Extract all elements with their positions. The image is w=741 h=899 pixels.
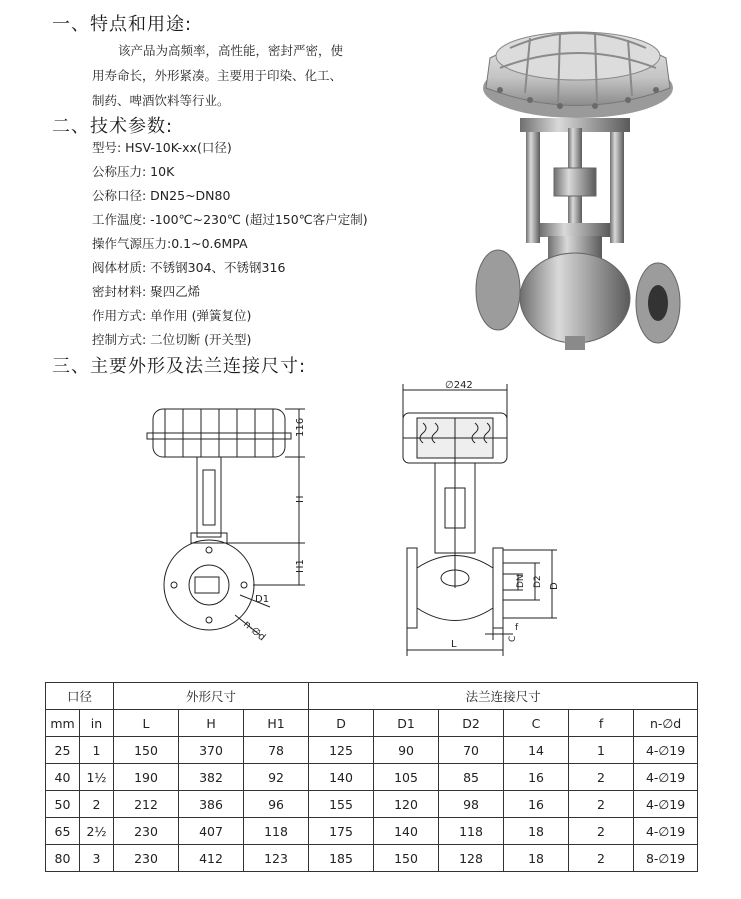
table-cell: 412 <box>179 845 244 872</box>
table-header-row <box>46 710 698 737</box>
table-cell: 40 <box>46 764 80 791</box>
table-cell: 175 <box>309 818 374 845</box>
table-cell: 65 <box>46 818 80 845</box>
table-cell: 98 <box>439 791 504 818</box>
dim-116-label: 116 <box>295 417 306 437</box>
column-header: n-∅d <box>634 710 698 737</box>
table-cell: 96 <box>244 791 309 818</box>
group-header-bore: 口径 <box>46 683 114 710</box>
dim-nd-label: n-∅d <box>241 618 268 644</box>
section-view-drawing <box>395 378 565 663</box>
table-cell: 185 <box>309 845 374 872</box>
param-action: 作用方式: 单作用 (弹簧复位) <box>92 308 252 323</box>
table-cell: 18 <box>504 845 569 872</box>
table-cell: 212 <box>114 791 179 818</box>
table-cell: 1 <box>80 737 114 764</box>
table-cell: 50 <box>46 791 80 818</box>
table-cell: 18 <box>504 818 569 845</box>
table-cell: 4-∅19 <box>634 737 698 764</box>
features-line: 制药、啤酒饮料等行业。 <box>92 93 230 108</box>
table-cell: 155 <box>309 791 374 818</box>
table-cell: 14 <box>504 737 569 764</box>
table-cell: 80 <box>46 845 80 872</box>
table-cell: 85 <box>439 764 504 791</box>
dim-d-label: D <box>549 582 560 590</box>
dim-242-label: ∅242 <box>445 380 473 391</box>
table-cell: 128 <box>439 845 504 872</box>
column-header: f <box>569 710 634 737</box>
table-cell: 370 <box>179 737 244 764</box>
param-temperature: 工作温度: -100℃~230℃ (超过150℃客户定制) <box>92 212 368 227</box>
table-cell: 140 <box>309 764 374 791</box>
table-cell: 4-∅19 <box>634 818 698 845</box>
table-cell: 92 <box>244 764 309 791</box>
column-header: H <box>179 710 244 737</box>
table-row <box>46 764 698 791</box>
table-cell: 78 <box>244 737 309 764</box>
column-header: D <box>309 710 374 737</box>
table-cell: 90 <box>374 737 439 764</box>
table-cell: 3 <box>80 845 114 872</box>
table-cell: 16 <box>504 764 569 791</box>
table-cell: 16 <box>504 791 569 818</box>
dim-h1-label: H1 <box>295 559 306 573</box>
table-cell: 4-∅19 <box>634 764 698 791</box>
table-cell: 2 <box>569 764 634 791</box>
table-row <box>46 845 698 872</box>
table-cell: 382 <box>179 764 244 791</box>
param-model: 型号: HSV-10K-xx(口径) <box>92 140 232 155</box>
features-title: 一、特点和用途: <box>52 14 193 35</box>
param-body-material: 阀体材质: 不锈钢304、不锈钢316 <box>92 260 286 275</box>
table-cell: 70 <box>439 737 504 764</box>
table-cell: 386 <box>179 791 244 818</box>
table-cell: 140 <box>374 818 439 845</box>
dim-d1-label: D1 <box>255 594 270 605</box>
column-header: L <box>114 710 179 737</box>
table-cell: 123 <box>244 845 309 872</box>
features-paragraph <box>92 38 392 113</box>
table-cell: 190 <box>114 764 179 791</box>
dim-h-label: H <box>295 495 306 503</box>
column-header: mm <box>46 710 80 737</box>
params-title: 二、技术参数: <box>52 116 174 137</box>
table-cell: 2 <box>569 818 634 845</box>
group-header-outline: 外形尺寸 <box>114 683 309 710</box>
valve-photo <box>470 18 685 353</box>
table-cell: 2½ <box>80 818 114 845</box>
front-view-drawing <box>135 395 310 650</box>
table-cell: 118 <box>244 818 309 845</box>
table-cell: 4-∅19 <box>634 791 698 818</box>
table-group-header-row <box>46 683 698 710</box>
table-cell: 150 <box>114 737 179 764</box>
dim-f-label: f <box>515 623 519 633</box>
param-diameter: 公称口径: DN25~DN80 <box>92 188 231 203</box>
table-cell: 1½ <box>80 764 114 791</box>
table-cell: 105 <box>374 764 439 791</box>
column-header: in <box>80 710 114 737</box>
column-header: D1 <box>374 710 439 737</box>
param-pressure: 公称压力: 10K <box>92 164 175 179</box>
group-header-flange: 法兰连接尺寸 <box>309 683 698 710</box>
param-air-pressure: 操作气源压力:0.1~0.6MPA <box>92 236 248 251</box>
dim-l-label: L <box>451 639 457 650</box>
table-row <box>46 791 698 818</box>
table-cell: 230 <box>114 818 179 845</box>
table-cell: 2 <box>80 791 114 818</box>
table-cell: 8-∅19 <box>634 845 698 872</box>
table-cell: 2 <box>569 845 634 872</box>
table-cell: 2 <box>569 791 634 818</box>
column-header: C <box>504 710 569 737</box>
dimension-table <box>45 682 698 872</box>
dim-d2-label: D2 <box>533 575 543 588</box>
column-header: D2 <box>439 710 504 737</box>
table-row <box>46 818 698 845</box>
table-cell: 25 <box>46 737 80 764</box>
table-cell: 1 <box>569 737 634 764</box>
features-line: 用寿命长，外形紧凑。主要用于印染、化工、 <box>92 68 343 83</box>
table-cell: 150 <box>374 845 439 872</box>
dims-title: 三、主要外形及法兰连接尺寸: <box>52 356 307 377</box>
table-cell: 120 <box>374 791 439 818</box>
table-row <box>46 737 698 764</box>
param-seal-material: 密封材料: 聚四乙烯 <box>92 284 201 299</box>
column-header: H1 <box>244 710 309 737</box>
features-line: 该产品为高频率，高性能，密封严密，使 <box>118 43 344 58</box>
param-control: 控制方式: 二位切断 (开关型) <box>92 332 252 347</box>
dim-c-label: C <box>508 635 518 642</box>
table-cell: 230 <box>114 845 179 872</box>
table-cell: 118 <box>439 818 504 845</box>
table-cell: 125 <box>309 737 374 764</box>
table-cell: 407 <box>179 818 244 845</box>
dim-dn-label: DN <box>516 574 526 588</box>
